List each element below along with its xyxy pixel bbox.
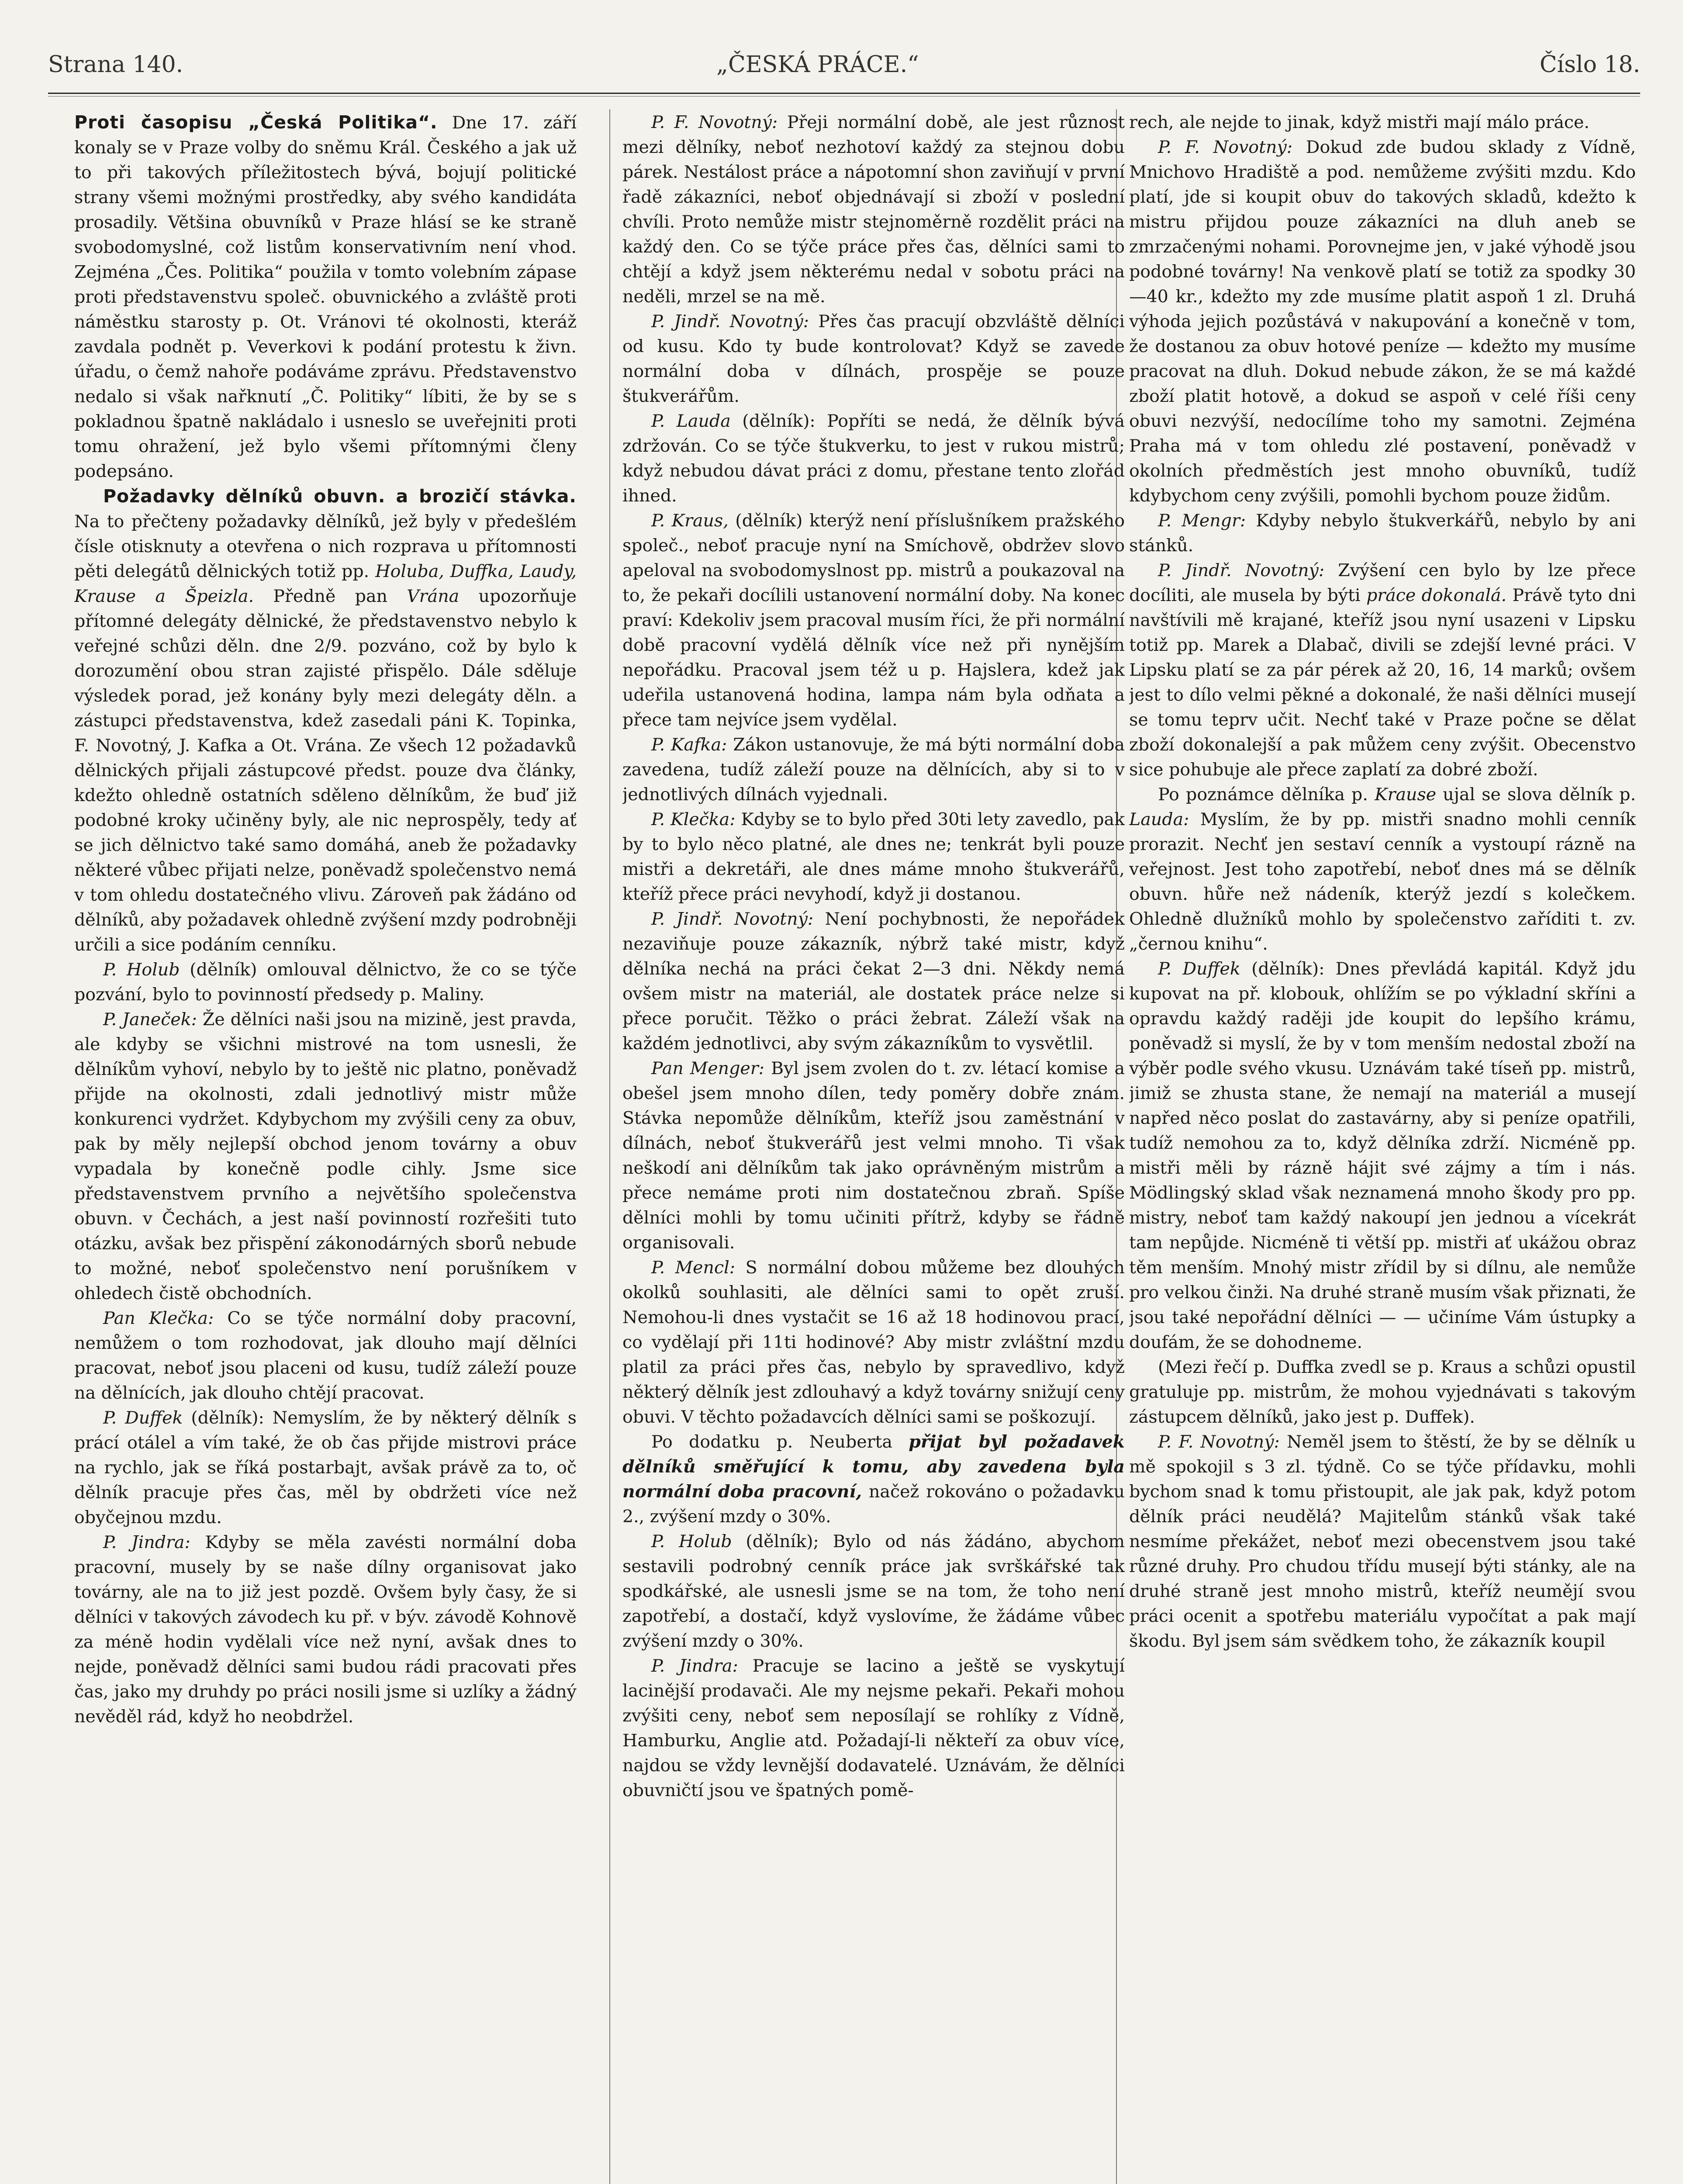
speech-paragraph: [622, 1056, 1125, 1255]
speech-paragraph: [1129, 135, 1636, 508]
speech-text: Že dělníci naši jsou na mizině, jest pravda, ale kdyby se všichni mistrové na tom usnesli, že dělníkům vyhoví, nebylo by to ještě nic platno, poněvadž přijde na okolnosti, zdali jednotlivý mistr může konkurenci vydržet. Kdybychom my zvýšili ceny za obuv, pak by měly nejlepší obchod jenom továrny a obuv vypadala by konečně podle cihly. Jsme sice představenstvem prvního a největšího společenstva obuvn. v Čechách, a jest naší povinností rozřešiti tuto otázku, avšak bez přispění zákonodárných sborů nebude to možné, neboť společenstvo není porušníkem v ohledech čistě obchodních.: [74, 1009, 577, 1303]
speaker-name: P. F. Novotný:: [1158, 1432, 1280, 1452]
speech-text: Myslím, že by pp. mistři snadno mohli cenník prorazit. Nechť jen sestaví cenník a vystoupí rázně na veřejnost. Jest toho zapotřebí, neboť dnes má se dělník obuvn. hůře než nádeník, kterýž jezdí s kolečkem. Ohledně dlužníků mohlo by společenstvo zaříditi t. zv. „černou knihu“.: [1129, 809, 1636, 954]
header-rule: [48, 93, 1640, 94]
speech-text: (dělník); Bylo od nás žádáno, abychom sestavili podrobný cenník práce jak svrškářské tak spodkářské, ale usnesli jsme se na tom, že toho není zapotřebí, a dostačí, když vyslovíme, že žádáme vůbec zvýšení mzdy o 30%.: [622, 1531, 1125, 1651]
speech-text: rech, ale nejde to jinak, když mistři mají málo práce.: [1129, 112, 1590, 132]
speaker-name: P. Holub: [651, 1531, 732, 1552]
masthead-title: „ČESKÁ PRÁCE.“: [716, 52, 919, 78]
speech-paragraph: [74, 1530, 577, 1729]
speaker-name: P. Duffek: [103, 1408, 183, 1428]
speech-text: (dělník): Popříti se nedá, že dělník bývá zdržován. Co se týče štukverku, to jest v rukou mistrů; když nebudou dávat práci z domu, přestane tento zlořád ihned.: [622, 411, 1125, 506]
paragraph-text: Po dodatku p. Neuberta: [651, 1432, 909, 1452]
paragraph-text: Předně pan: [254, 586, 407, 606]
speech-text: Co se týče normální doby pracovní, nemůžem o tom rozhodovat, jak dlouho mají dělníci pracovat, neboť jsou placeni od kusu, tudíž záleží pouze na dělnících, jak dlouho chtějí pracovat.: [74, 1308, 577, 1403]
paragraph-text: načež rokováno o požadavku 2., zvýšení mzdy o 30%.: [622, 1482, 1125, 1527]
note-paragraph: [1129, 1355, 1636, 1430]
column-3: [1129, 110, 1636, 2184]
speech-paragraph: [622, 733, 1125, 807]
speech-text: (dělník): Dnes převládá kapitál. Když jdu kupovat na př. klobouk, ohlížím se po výkladní skříni a opravdu každý raději jde koupit do lepšího krámu, poněvadž si myslí, že by v tom menším nedostal zboží na výběr podle svého vkusu. Uznávám také tíseň pp. mistrů, jimiž se zhusta stane, že nemají na materiál a musejí napřed něco poslat do zastavárny, aby si peníze opatřili, tudíž nemohou za to, když dělníka zdrží. Nicméně pp. mistři měli by rázně hájit své zájmy a tím i nás. Mödlingský sklad však neznamená mnoho škody pro pp. mistry, neboť tam každý nakoupí jen jednou a vícekrát tam nepůjde. Nicméně ti větší pp. mistři ať ukážou obraz těm menším. Mnohý mistr zřídil by si dílnu, ale nemůže pro velkou činži. Na druhé straně musím však přiznati, že jsou také nepořádní dělníci — — učiníme Vám ústupky a doufám, že se dohodneme.: [1129, 959, 1636, 1352]
speech-paragraph: [74, 1306, 577, 1406]
paragraph-text: ujal se slova dělník p.: [1436, 784, 1636, 805]
page-header: [48, 52, 1640, 86]
speaker-name: P. Jindř. Novotný:: [651, 909, 814, 929]
speech-paragraph: [74, 957, 577, 1007]
speech-paragraph: [622, 508, 1125, 733]
speaker-name: Vrána: [407, 586, 460, 606]
speech-text: Přeji normální době, ale jest různost mezi dělníky, neboť nezhotoví každý za stejnou dobu párek. Nestálost práce a nápotomní shon zaviňují v první řadě zákazníci, neboť objednávají si zboží v poslední chvíli. Proto nemůže mistr stejnoměrně rozdělit práci na každý den. Co se týče práce přes čas, dělníci sami to chtějí a když jsem některému nedal v sobotu práci na neděli, mrzel se na mě.: [622, 112, 1125, 307]
speaker-name: P. Janeček:: [103, 1009, 197, 1030]
speech-text: Kdyby se měla zavésti normální doba pracovní, musely by se naše dílny organisovat jako továrny, ale na to již jest pozdě. Ovšem byly časy, že si dělníci v takových závodech ku př. v býv. závodě Kohnově za méně hodin vydělali více než nyní, avšak dnes to nejde, poněvadž dělníci sami budou rádi pracovati přes čas, jako my druhdy po práci nosili jsme si uzlíky a žádný nevěděl rád, když ho neobdržel.: [74, 1532, 577, 1727]
speaker-name: P. Jindra:: [103, 1532, 190, 1552]
paragraph-text: upozorňuje přítomné delegáty dělnické, že představenstvo nebylo k veřejné schůzi děln. dne 2/9. pozváno, což by bylo k dorozumění obou stran zajisté přispělo. Dále sděluje výsledek porad, jež konány byly mezi delegáty děln. a zástupci představenstva, kdež zasedali páni K. Topinka, F. Novotný, J. Kafka a Ot. Vrána. Ze všech 12 požadavků dělnických přijali zástupcové předst. pouze dva články, kdežto ohledně ostatních sděleno dělníkům, že buď již podobné kroky učiněny byly, ale nic neprospěly, tedy ať se jich dělnictvo také samo domáhá, aneb že požadavky některé vůbec přijati nelze, poněvadž společenstvo nemá v tom ohledu dostatečného vlivu. Zároveň pak žádáno od dělníků, aby požadavek ohledně zvýšení mzdy podrobněji určili a sice podáním cenníku.: [74, 586, 577, 955]
speech-paragraph: [622, 409, 1125, 508]
speaker-name: P. Jindra:: [651, 1656, 738, 1676]
speech-text: Není pochybnosti, že nepořádek nezaviňuje pouze zákazník, nýbrž také mistr, když dělníka nechá na práci čekat 2—3 dni. Někdy nemá ovšem mistr na materiál, ale dostatek práce nelze si přece poručit. Těžko o práci žebrat. Záleží však na každém jednotlivci, aby svým zákazníkům to vysvětlil.: [622, 909, 1125, 1054]
speaker-name: P. Klečka:: [651, 809, 736, 829]
article-heading: Proti časopisu „Česká Politika“.: [74, 112, 438, 133]
speech-paragraph: [1129, 558, 1636, 782]
speech-text: (dělník): Nemyslím, že by některý dělník s prácí otálel a vím také, že ob čas přijde mistrovi práce na rychlo, jak se říká postarbajt, avšak právě za to, oč dělník pracuje přes čas, měl by obdržeti více než obyčejnou mzdu.: [74, 1408, 577, 1527]
issue-number: Číslo 18.: [1539, 52, 1640, 78]
speaker-name: P. Mencl:: [651, 1258, 736, 1278]
speech-paragraph: [74, 1406, 577, 1530]
speech-paragraph: [1129, 782, 1636, 957]
delegate-names: Holuba, Duffka, Laudy, Krause a Špeizla.: [74, 561, 577, 606]
column-2: [622, 110, 1125, 2184]
speaker-name: P. F. Novotný:: [1158, 137, 1292, 157]
speaker-name: P. Kraus,: [651, 511, 729, 531]
speech-text: (dělník) kterýž není příslušníkem pražského společ., neboť pracuje nyní na Smíchově, obdržev slovo apeloval na svobodomyslnost pp. mistrů a poukazoval na to, že pekaři docílili ustanovení normální doby. Na konec praví: Kdekoliv jsem pracoval musím říci, že při normální době pracovní vydělá dělník více než při nynějším nepořádku. Pracoval jsem též u p. Hajslera, kdež jak udeřila ustanovená hodina, lampa nám byla odňata a přece tam nejvíce jsem vydělal.: [622, 511, 1125, 730]
speech-paragraph: [1129, 957, 1636, 1355]
speech-paragraph: [74, 1007, 577, 1306]
speech-text: Pracuje se lacino a ještě se vyskytují lacinější prodavači. Ale my nejsme pekaři. Pekaři mohou zvýšiti ceny, neboť sem neposílají se rohlíky z Vídně, Hamburku, Anglie atd. Požadají-li někteří za obuv více, najdou se vždy levnější dodavatelé. Uznávám, že dělníci obuvničtí jsou ve špatných pomě-: [622, 1656, 1125, 1800]
speech-text: Dokud zde budou sklady z Vídně, Mnichovo Hradiště a pod. nemůžeme zvýšiti mzdu. Kdo platí, jde si koupit obuv do takových skladů, kdežto k mistru přijdou pouze zákazníci na dluh aneb se zmrzačenými nohami. Porovnejme jen, v jaké výhodě jsou podobné továrny! Na venkově platí se totiž za spodky 30—40 kr., kdežto my zde musíme platit aspoň 1 zl. Druhá výhoda jejich pozůstává v nakupování a konečně v tom, že dostanou za obuv hotové peníze — kdežto my musíme pracovat na dluh. Dokud nebude zákon, že se má každé zboží platit hotově, a dokud se aspoň v celé říši ceny obuvi nezvýší, nedocílíme toho my samotni. Zejména Praha má v tom ohledu zlé postavení, poněvadž v okolních předměstích jest mnoho obuvníků, tudíž kdybychom ceny zvýšili, pomohli bychom pouze židům.: [1129, 137, 1636, 506]
speaker-name: P. Kafka:: [651, 735, 727, 755]
resolution-text: přijat byl požadavek dělníků směřující k tomu, aby zavedena byla normální doba pracovní,: [622, 1432, 1125, 1502]
speech-paragraph: [622, 807, 1125, 907]
speaker-name: P. Jindř. Novotný:: [1158, 560, 1325, 581]
header-rule-thin: [48, 96, 1640, 97]
emphasis-text: práce dokonalá.: [1366, 585, 1507, 605]
speaker-name: P. Lauda: [651, 411, 731, 431]
speech-text: Byl jsem zvolen do t. zv. létací komise a obešel jsem mnoho dílen, tedy poměry dobře znám. Stávka nepomůže dělníkům, kteříž jsou zaměstnání v dílnách, neboť štukverářů jest velmi mnoho. Ti však neškodí ani dělníkům tak jako oprávněným mistrům a přece nemáme proti nim dostatečnou zbraň. Spíše dělníci mohli by tomu učiniti přítrž, kdyby se řádně organisovali.: [622, 1058, 1125, 1253]
speaker-name: Pan Menger:: [651, 1058, 764, 1078]
speaker-name: Pan Klečka:: [103, 1308, 214, 1328]
column-1: [74, 110, 577, 2184]
page-number: Strana 140.: [48, 52, 183, 78]
speech-paragraph: [622, 1529, 1125, 1654]
speech-text: Přes čas pracují obzvláště dělníci od kusu. Kdo ty bude kontrolovat? Když se zavede normální doba v dílnách, prospěje se pouze štukverářům.: [622, 311, 1125, 406]
column-divider-1: [609, 109, 610, 2184]
speaker-name: P. F. Novotný:: [651, 112, 778, 132]
speaker-name: Krause: [1374, 784, 1436, 805]
speaker-name: P. Jindř. Novotný:: [651, 311, 809, 332]
speech-text: Neměl jsem to štěstí, že by se dělník u mě spokojil s 3 zl. týdně. Co se týče přídavku, mohli bychom snad k tomu přistoupit, ale jak pak, když potom dělník práci neudělá? Majitelům stánků však také nesmíme překážet, neboť mezi obecenstvem jsou také různé druhy. Pro chudou třídu musejí býti stánky, ale na druhé straně jest mnoho mistrů, kteříž neumějí svou práci ocenit a spotřebu materiálu vypočítat a pak mají škodu. Byl jsem sám svědkem toho, že zákazník koupil: [1129, 1432, 1636, 1651]
speech-paragraph: [1129, 508, 1636, 558]
speech-paragraph: [622, 1255, 1125, 1430]
article-paragraph: [74, 484, 577, 957]
resolution-paragraph: [622, 1430, 1125, 1529]
speech-text: Kdyby nebylo štukverkářů, nebylo by ani stánků.: [1129, 511, 1636, 556]
speaker-name: P. Duffek: [1158, 959, 1241, 979]
speaker-name: P. Holub: [103, 960, 180, 980]
speaker-name: Lauda:: [1129, 809, 1189, 829]
speech-text: (dělník) omlouval dělnictvo, že co se týče pozvání, bylo to povinností předsedy p. Maliny.: [74, 960, 577, 1005]
article-heading: Požadavky dělníků obuvn. a brozičí stávka.: [103, 486, 577, 507]
speech-paragraph: [622, 110, 1125, 309]
speaker-name: P. Mengr:: [1158, 511, 1246, 531]
note-text: (Mezi řečí p. Duffka zvedl se p. Kraus a schůzi opustil gratuluje pp. mistrům, že mohou vyjednávati s takovým zástupcem dělníků, jako jest p. Duffek).: [1129, 1357, 1636, 1427]
paragraph-text: Na to přečteny požadavky dělníků, jež byly v předešlém čísle otisknuty a otevřena o nich rozprava u přítomnosti pěti delegátů dělnických totiž pp.: [74, 511, 577, 581]
speech-text: Zvýšení cen bylo by lze přece docíliti, ale musela by býti: [1129, 560, 1636, 605]
speech-paragraph: [622, 309, 1125, 409]
article-paragraph: [74, 110, 577, 484]
speech-text: S normální dobou můžeme bez dlouhých okolků souhlasiti, ale dělníci sami to opět zruší. Nemohou-li dnes vystačit se 16 až 18 hodinovou prací, co vydělají při 11ti hodinové? Aby mistr zvláštní mzdu platil za práci přes čas, nebylo by spravedlivo, když některý dělník jest zdlouhavý a když továrny snižují ceny obuvi. V těchto požadavcích dělníci sami se poškozují.: [622, 1258, 1125, 1427]
paragraph-text: Dne 17. září konaly se v Praze volby do sněmu Král. Českého a jak už to při takových příležitostech bývá, bojují politické strany všemi možnými prostředky, aby svého kandidáta prosadily. Většina obuvníků v Praze hlásí se ke straně svobodomyslné, což listům konservativním není vhod. Zejména „Čes. Politika“ použila v tomto volebním zápase proti představenstvu společ. obuvnického a zvláště proti náměstku starosty p. Ot. Vránovi té okolnosti, kteráž zavdala podnět p. Veverkovi k podání protestu k živn. úřadu, o čemž nahoře podáváme zprávu. Představenstvo nedalo si však nařknutí „Č. Politiky“ líbiti, že by se s pokladnou špatně nakládalo i usneslo se uveřejniti proti tomu ohražení, jež bylo všemi přítomnými členy podepsáno.: [74, 113, 577, 481]
speech-text: Zákon ustanovuje, že má býti normální doba zavedena, tudíž záleží pouze na dělnících, aby si to v jednotlivých dílnách vyjednali.: [622, 735, 1125, 805]
speech-paragraph: [1129, 1430, 1636, 1654]
paragraph-text: Po poznámce dělníka p.: [1158, 784, 1375, 805]
speech-paragraph: [622, 1654, 1125, 1803]
speech-text: Kdyby se to bylo před 30ti lety zavedlo, pak by to bylo něco platné, ale dnes ne; tenkrát byli pouze mistři a dekretáři, ale dnes máme mnoho štukverářů, kteříž přece práci nevyhodí, když ji dostanou.: [622, 809, 1125, 904]
speech-text: Právě tyto dni navštívili mě krajané, kteříž jsou nyní usazeni v Lipsku totiž pp. Marek a Dlabač, divili se zdejší levné práci. V Lipsku platí se za pár pérek až 20, 16, 14 marků; ovšem jest to dílo velmi pěkné a dokonalé, že naši dělníci musejí se tomu teprv učit. Nechť také v Praze počne se dělat zboží dokonalejší a pak můžem ceny zvýšit. Obecenstvo sice pohubuje ale přece zaplatí za dobré zboží.: [1129, 585, 1636, 780]
speech-paragraph: [622, 907, 1125, 1056]
speech-paragraph: [1129, 110, 1636, 135]
